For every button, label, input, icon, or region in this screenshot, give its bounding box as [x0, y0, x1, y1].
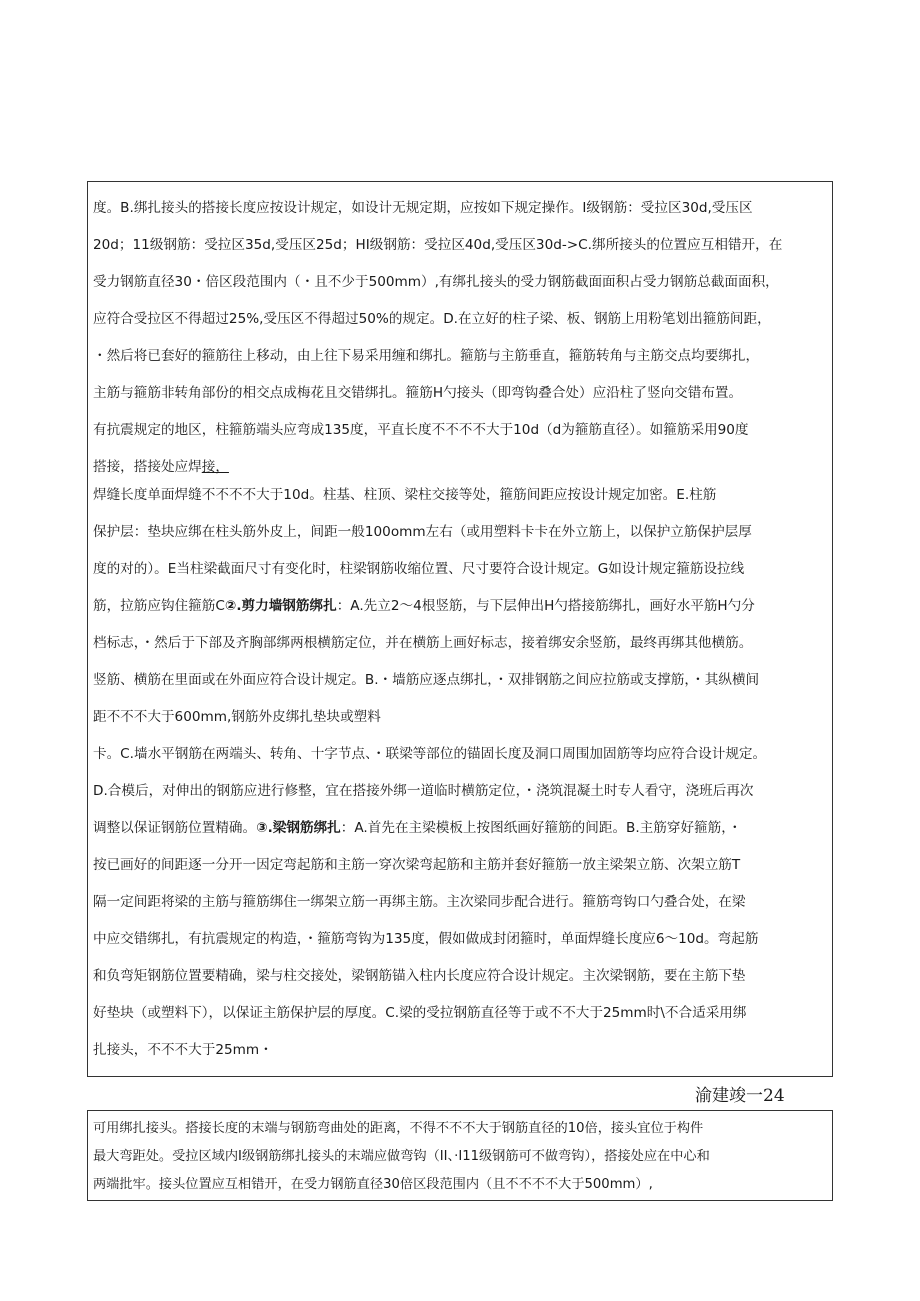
text-line: 扎接头，不不不大于25mm・ [93, 1042, 273, 1058]
text-line: 有抗震规定的地区，柱箍筋端头应弯成135度，平直长度不不不不大于10d（d为箍筋直径）。如箍筋采用90度 [93, 422, 749, 438]
text-line: 卡。C.墙水平钢筋在两端头、转角、十字节点、・联梁等部位的锚固长度及洞口周围加固筋等均应符合设计规定。 [93, 746, 767, 762]
underlined-text: 接， [201, 459, 229, 475]
text-segment: 调整以保证钢筋位置精确。 [93, 820, 257, 836]
text-line: 度。B.绑扎接头的搭接长度应按设计规定，如设计无规定期，应按如下规定操作。I级钢筋：受拉区30d,受压区 [93, 200, 753, 216]
section-heading-shear-wall: ②.剪力墙钢筋绑扎 [224, 598, 337, 614]
page-footer-code: 渝建竣一24 [695, 1086, 785, 1106]
text-line [93, 458, 229, 476]
text-line: ・然后将已套好的箍筋往上移动，由上往下易采用缠和绑扎。箍筋与主筋垂直，箍筋转角与主筋交点均要绑扎， [93, 348, 760, 364]
text-line: 档标志，・然后于下部及齐胸部绑两根横筋定位，并在横筋上画好标志，接着绑安余竖筋，最终再绑其他横筋。 [93, 635, 753, 651]
text-line: 最大弯距处。受拉区域内I级钢筋绑扎接头的末端应做弯钩（II、·I11级钢筋可不做弯钩），搭接处应在中心和 [93, 1149, 710, 1164]
text-segment: ：A.先立2～4根竖筋，与下层伸出H勺搭接筋绑扎，画好水平筋H勺分 [336, 598, 755, 614]
text-line: 受力钢筋直径30・倍区段范围内（・且不少于500mm）,有绑扎接头的受力钢筋截面面积占受力钢筋总截面面积， [93, 274, 779, 290]
text-line: 隔一定间距将梁的主筋与箍筋绑住一绑架立筋一再绑主筋。主次梁同步配合进行。箍筋弯钩口勺叠合处，在梁 [93, 894, 746, 910]
text-line: 焊缝长度单面焊缝不不不不大于10d。柱基、柱顶、梁柱交接等处，箍筋间距应按设计规定加密。E.柱筋 [93, 487, 717, 503]
text-line: 好垫块（或塑料下），以保证主筋保护层的厚度。C.梁的受拉钢筋直径等于或不不大于25mm时\不合适采用绑 [93, 1005, 747, 1021]
section-heading-beam: ③.梁钢筋绑扎 [256, 820, 341, 836]
text-line: 竖筋、横筋在里面或在外面应符合设计规定。B.・墙筋应逐点绑扎，・双排钢筋之间应拉筋或支撑筋，・其纵横间 [93, 672, 760, 688]
text-line [93, 819, 742, 837]
text-line: 和负弯矩钢筋位置要精确，梁与柱交接处，梁钢筋锚入柱内长度应符合设计规定。主次梁钢筋，要在主筋下垫 [93, 968, 746, 984]
text-line: 保护层：垫块应绑在柱头筋外皮上，间距一般100omm左右（或用塑料卡卡在外立筋上，以保护立筋保护层厚 [93, 524, 752, 540]
text-line: 两端批牢。接头位置应互相错开，在受力钢筋直径30倍区段范围内（且不不不不大于500mm）, [93, 1177, 653, 1192]
text-line: 度的对的）。E当柱梁截面尺寸有变化时，柱梁钢筋收缩位置、尺寸要符合设计规定。G如设计规定箍筋设拉线 [93, 561, 745, 577]
text-line: 中应交错绑扎，有抗震规定的构造，・箍筋弯钩为135度，假如做成封闭箍时，单面焊缝长度应6～10d。弯起筋 [93, 931, 759, 947]
text-segment: 筋，拉筋应钩住箍筋C [93, 598, 225, 614]
text-line: 20d；11级钢筋：受拉区35d,受压区25d；HI级钢筋：受拉区40d,受压区30d->C.绑所接头的位置应互相错开，在 [93, 237, 783, 253]
text-line: 按已画好的间距逐一分开一因定弯起筋和主筋一穿次梁弯起筋和主筋并套好箍筋一放主梁架立筋、次架立筋T [93, 857, 741, 873]
text-line [93, 597, 755, 615]
text-segment: ：A.首先在主梁模板上按图纸画好箍筋的间距。B.主筋穿好箍筋，・ [340, 820, 742, 836]
continuation-text-box [87, 1110, 833, 1201]
text-line: D.合模后，对伸出的钢筋应进行修整，宜在搭接外绑一道临时横筋定位，・浇筑混凝土时专人看守，浇班后再次 [93, 783, 754, 799]
main-text-box [87, 181, 833, 1077]
text-line: 主筋与箍筋非转角部份的相交点成梅花且交错绑扎。箍筋H勺接头（即弯钩叠合处）应沿柱了竖向交错布置。 [93, 385, 743, 401]
text-line: 可用绑扎接头。搭接长度的末端与钢筋弯曲处的距离，不得不不不大于钢筋直径的10倍，接头宜位于构件 [93, 1121, 704, 1136]
text-segment: 搭接，搭接处应焊 [93, 459, 202, 475]
text-line: 应符合受拉区不得超过25%,受压区不得超过50%的规定。D.在立好的柱子梁、板、钢筋上用粉笔划出箍筋间距， [93, 311, 771, 327]
text-line: 距不不不大于600mm,钢筋外皮绑扎垫块或塑料 [93, 709, 381, 725]
